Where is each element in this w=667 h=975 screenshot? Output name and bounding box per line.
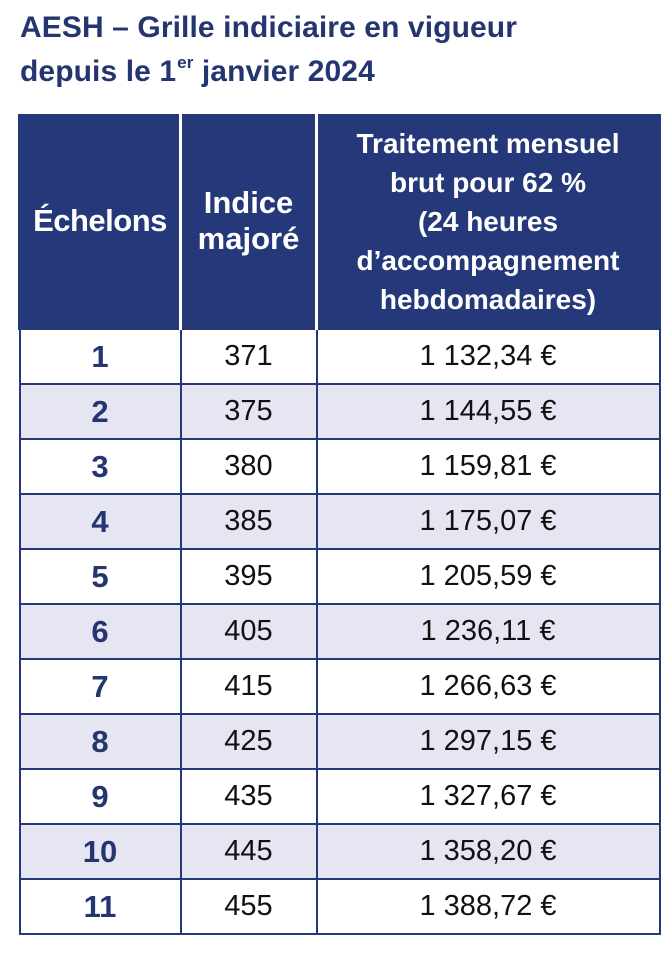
cell-indice: 385 [181,494,317,549]
cell-indice: 415 [181,659,317,714]
header-echelons [20,114,181,329]
cell-indice: 405 [181,604,317,659]
cell-echelon: 4 [20,494,181,549]
cell-indice: 445 [181,824,317,879]
cell-echelon: 9 [20,769,181,824]
table-row [20,329,660,384]
header-indice-majore [181,114,317,329]
table-row [20,494,660,549]
cell-indice: 380 [181,439,317,494]
header-indice-line-1: Indice [203,185,294,220]
cell-traitement: 1 205,59 € [317,549,660,604]
cell-echelon: 2 [20,384,181,439]
salary-grid-table [18,114,661,935]
header-traitement-line-4: d’accompagnement [356,244,620,276]
cell-indice: 371 [181,329,317,384]
cell-echelon: 1 [20,329,181,384]
title-line-2-prefix: depuis le 1 [20,55,177,88]
cell-traitement: 1 144,55 € [317,384,660,439]
header-traitement-line-1: Traitement mensuel [356,127,620,159]
cell-echelon: 7 [20,659,181,714]
cell-echelon: 5 [20,549,181,604]
cell-traitement: 1 327,67 € [317,769,660,824]
header-traitement [317,114,660,329]
cell-traitement: 1 175,07 € [317,494,660,549]
header-traitement-line-5: hebdomadaires) [379,283,597,315]
table-row [20,549,660,604]
table-row [20,659,660,714]
header-traitement-line-2: brut pour 62 % [389,166,586,198]
table-row [20,439,660,494]
cell-indice: 375 [181,384,317,439]
page-title [20,6,660,94]
cell-echelon: 11 [20,879,181,934]
cell-traitement: 1 159,81 € [317,439,660,494]
header-indice-line-2: majoré [197,221,300,256]
table-row [20,824,660,879]
cell-traitement: 1 297,15 € [317,714,660,769]
cell-indice: 425 [181,714,317,769]
cell-traitement: 1 236,11 € [317,604,660,659]
table-row [20,714,660,769]
table-header-row [20,114,660,329]
table-row [20,879,660,934]
cell-echelon: 10 [20,824,181,879]
title-line-1: AESH – Grille indiciaire en vigueur [20,11,517,44]
cell-traitement: 1 132,34 € [317,329,660,384]
cell-echelon: 3 [20,439,181,494]
cell-traitement: 1 266,63 € [317,659,660,714]
cell-echelon: 8 [20,714,181,769]
header-echelons-label: Échelons [33,203,167,238]
header-traitement-line-3: (24 heures [417,205,559,237]
table-row [20,769,660,824]
table-row [20,604,660,659]
title-line-2-superscript: er [177,53,194,72]
cell-indice: 435 [181,769,317,824]
table-row [20,384,660,439]
cell-indice: 395 [181,549,317,604]
cell-echelon: 6 [20,604,181,659]
cell-traitement: 1 388,72 € [317,879,660,934]
cell-indice: 455 [181,879,317,934]
title-line-2-suffix: janvier 2024 [193,55,375,88]
cell-traitement: 1 358,20 € [317,824,660,879]
